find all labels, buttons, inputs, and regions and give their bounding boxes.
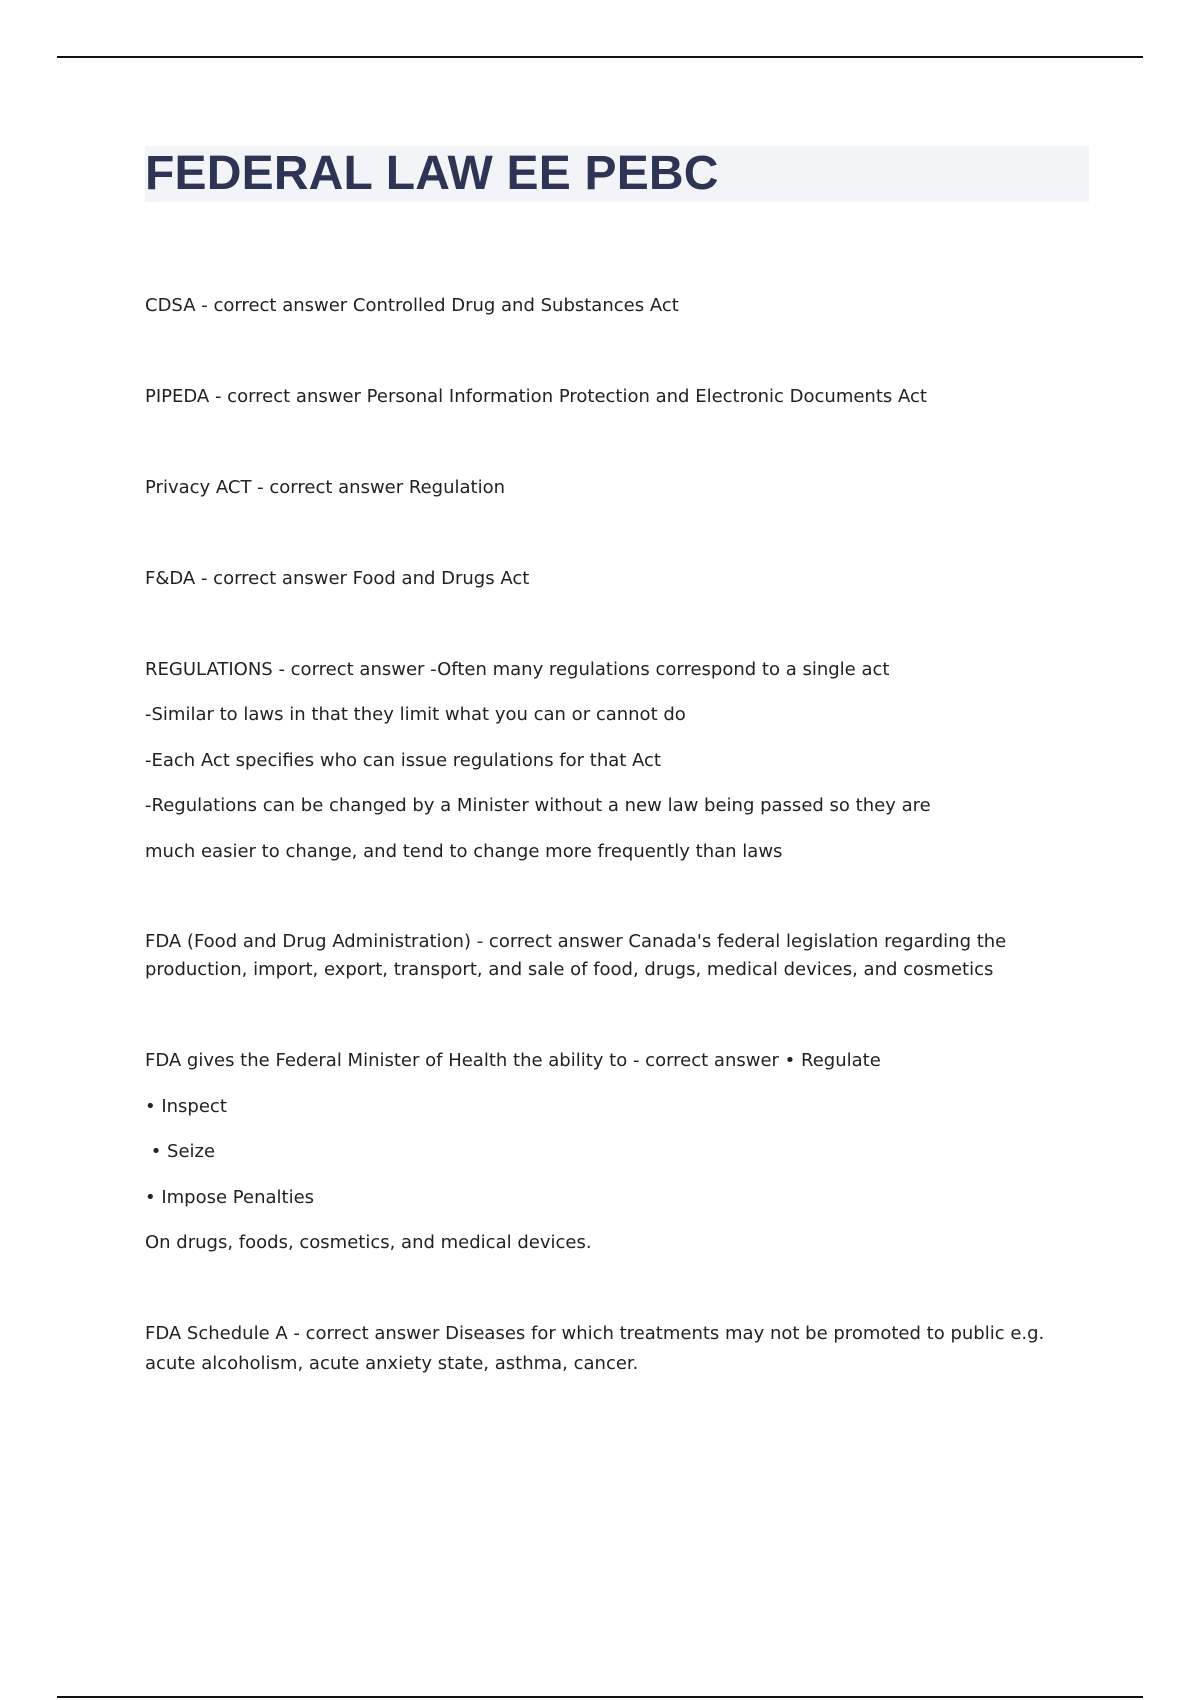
entry-privacy-act: Privacy ACT - correct answer Regulation [145, 477, 505, 498]
entry-fda-line: production, import, export, transport, and sale of food, drugs, medical devices, and cosmetics [145, 959, 994, 980]
top-divider [57, 56, 1143, 58]
entry-regulations-line: -Similar to laws in that they limit what you can or cannot do [145, 704, 686, 725]
entry-regulations-line: -Regulations can be changed by a Minister without a new law being passed so they are [145, 795, 931, 816]
entry-fda-act: F&DA - correct answer Food and Drugs Act [145, 568, 530, 589]
document-title: FEDERAL LAW EE PEBC [145, 147, 719, 200]
entry-fda-minister: FDA gives the Federal Minister of Health the ability to - correct answer • Regulate [145, 1050, 881, 1071]
entry-fda-schedule-a: FDA Schedule A - correct answer Diseases for which treatments may not be promoted to public e.g. [145, 1323, 1045, 1344]
bullet-item: • Seize [145, 1141, 216, 1162]
entry-fda-schedule-a-line: acute alcoholism, acute anxiety state, asthma, cancer. [145, 1353, 639, 1374]
bullet-item: • Inspect [145, 1096, 227, 1117]
entry-fda-minister-line: On drugs, foods, cosmetics, and medical devices. [145, 1232, 592, 1253]
bottom-divider [57, 1696, 1143, 1698]
bullet-item: • Impose Penalties [145, 1187, 315, 1208]
entry-cdsa: CDSA - correct answer Controlled Drug and Substances Act [145, 295, 679, 316]
entry-pipeda: PIPEDA - correct answer Personal Information Protection and Electronic Documents Act [145, 386, 927, 407]
entry-regulations-line: -Each Act specifies who can issue regulations for that Act [145, 750, 661, 771]
entry-regulations-line: much easier to change, and tend to change more frequently than laws [145, 841, 783, 862]
entry-regulations: REGULATIONS - correct answer -Often many regulations correspond to a single act [145, 659, 890, 680]
entry-fda: FDA (Food and Drug Administration) - correct answer Canada's federal legislation regarding the [145, 931, 1007, 952]
